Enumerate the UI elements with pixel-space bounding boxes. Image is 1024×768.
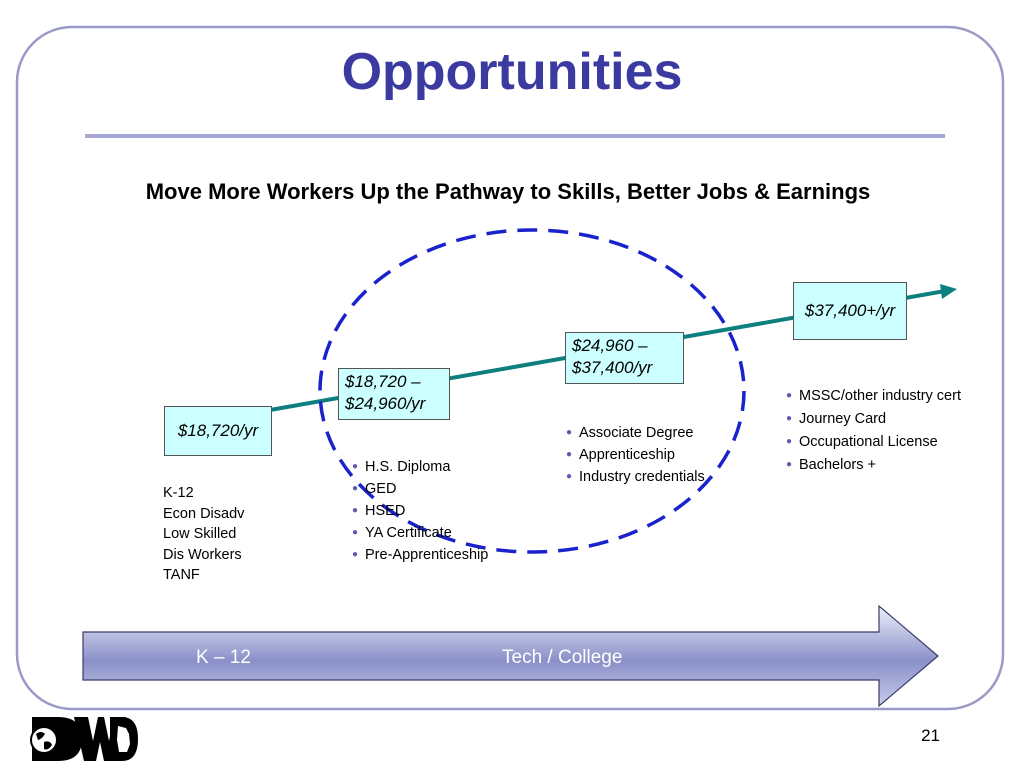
wage-label-line2: $24,960/yr	[345, 394, 426, 413]
arrow-label-tech-college: Tech / College	[502, 647, 623, 668]
list-item: Econ Disadv	[163, 505, 245, 522]
wage-label-line2: $37,400/yr	[572, 358, 653, 377]
list-item: ● Associate Degree	[566, 422, 705, 444]
stage-4-list	[786, 387, 966, 474]
wage-label-line1: $24,960 –	[572, 336, 648, 355]
list-item: ● Bachelors +	[786, 456, 966, 474]
wage-label-line1: $18,720 –	[345, 372, 421, 391]
list-item: ● HSED	[352, 500, 488, 522]
list-item: K-12	[163, 485, 194, 501]
dwd-logo	[30, 714, 140, 764]
list-item: ● GED	[352, 478, 488, 500]
page-subtitle: Move More Workers Up the Pathway to Skills, Better Jobs & Earnings	[145, 179, 871, 204]
wage-box-stage-2	[338, 368, 450, 420]
wage-box-stage-4	[793, 282, 907, 340]
list-item: ● MSSC/other industry cert	[786, 387, 966, 405]
wage-box-stage-1	[164, 406, 272, 456]
stage-3-list	[566, 422, 705, 488]
list-item: ● Industry credentials	[566, 466, 705, 488]
list-item: Low Skilled	[163, 526, 237, 542]
list-item: ● Apprenticeship	[566, 444, 705, 466]
list-item: ● Pre-Apprenticeship	[352, 544, 488, 566]
list-item: ● H.S. Diploma	[352, 456, 488, 478]
list-item: ● YA Certificate	[352, 522, 488, 544]
list-item: Dis Workers	[163, 546, 242, 563]
pathway-arrowhead	[940, 284, 957, 299]
page-title: Opportunities	[341, 43, 683, 101]
list-item: ● Occupational License	[786, 433, 966, 451]
stage-1-list	[163, 483, 244, 586]
stage-2-list	[352, 456, 488, 566]
wage-box-stage-3	[565, 332, 684, 384]
list-item: TANF	[163, 567, 200, 583]
arrow-label-k12: K – 12	[196, 647, 251, 668]
wage-label: $18,720/yr	[177, 421, 259, 440]
page-number: 21	[921, 726, 940, 745]
wage-label: $37,400+/yr	[804, 301, 896, 320]
list-item: ● Journey Card	[786, 410, 966, 428]
globe-icon	[31, 727, 57, 753]
